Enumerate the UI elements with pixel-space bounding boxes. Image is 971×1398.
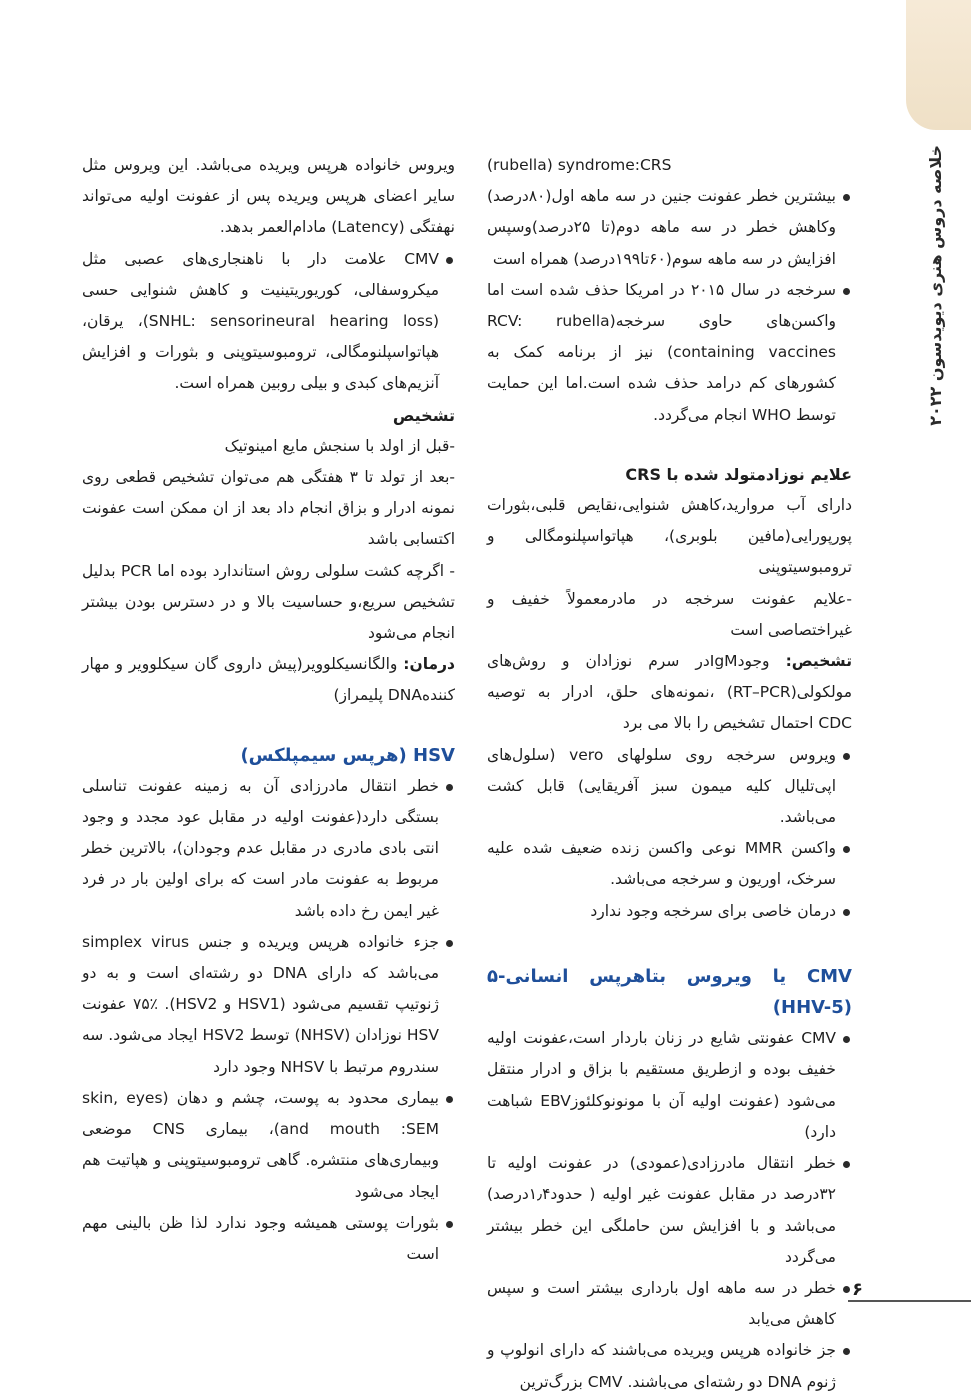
diagnosis-line: -بعد از تولد تا ۳ هفتگی هم می‌توان تشخیص قطعی روی نمونه ادرار و بزاق انجام داد بعد از ان ممکن است عفونت اکتسابی باشد: [82, 468, 455, 549]
signs-paragraph-2: -علایم عفونت سرخجه در مادرمعمولاً خفیف و غیراختصاصی است: [487, 589, 852, 639]
diagnosis-line: - اگرچه کشت سلولی روش استاندارد بوده اما PCR بدلیل تشخیص سریع،و حساسیت بالا و در دسترس بودن بیشتر انجام می‌شود: [82, 561, 455, 643]
list-item: سرخجه در سال ۲۰۱۵ در امریکا حذف شده است اما واکسن‌های حاوی سرخجه(RCV: rubella containing vaccines) نیز از برنامه کمک به کشورهای کم درامد حذف شده است.اما این حمایت توسط WHO انجام می‌گردد.: [487, 275, 852, 431]
list-item: خطر انتقال مادرزادی(عمودی) در عفونت اولیه تا ۳۲درصد در مقابل عفونت غیر اولیه ( حدود۱٫۴درصد) می‌باشد و با افزایش سن حاملگی این خطر بیشتر می‌گردد: [487, 1148, 852, 1273]
hsv-bullet-list: [82, 771, 455, 1270]
footer-rule: [848, 1300, 971, 1302]
treatment-text: والگانسیکلوویر(پیش داروی گان سیکلوویر و مهار کنندهDNA پلیمراز): [82, 655, 455, 705]
page-number: ۶: [852, 1279, 863, 1300]
list-item: واکسن MMR نوعی واکسن زنده ضعیف شده علیه سرخک، اوریون و سرخجه می‌باشد.: [487, 833, 852, 895]
list-item: خطر انتقال مادرزادی آن به زمینه عفونت تناسلی بستگی دارد(عفونت اولیه در مقابل عود مجدد و وجود انتی بادی مادری در مقابل عدم وجودان)، بالاترین خطر مربوط به عفونت مادر است که برای اولین بار در فرد غیر ایمن رخ داده باشد: [82, 771, 455, 927]
list-item: جز خانواده هرپس ویریده می‌باشند که دارای انولوپ و ژنوم DNA دو رشته‌ای می‌باشند. CMV بزرگ‌ترین: [487, 1335, 852, 1397]
list-item: ویروس سرخجه روی سلولهای vero (سلول‌های اپی‌تلیال کلیه میمون سبز آفریقایی) قابل کشت می‌باشد.: [487, 740, 852, 834]
section-heading-hsv: HSV (هرپس سیمپلکس): [240, 744, 455, 766]
diagnosis-paragraph: [487, 646, 852, 740]
corner-decoration: [906, 0, 971, 130]
treatment-label: درمان:: [403, 655, 455, 674]
list-item: بیشترین خطر عفونت جنین در سه ماهه اول(۸۰درصد) وکاهش خطر در سه ماهه دوم(تا ۲۵درصد)وسپس افزایش در سه ماهه سوم(۶۰تا۱۹۹درصد) همراه است: [487, 181, 852, 275]
cmv-continuation: ویروس خانواده هرپس ویریده می‌باشد. این ویروس مثل سایر اعضای هرپس ویریده پس از عفونت اولیه می‌تواند نهفتگی (Latency) مادام‌العمر بدهد.: [82, 156, 455, 237]
running-header: [880, 144, 971, 426]
crs-bullet-list: [487, 181, 852, 431]
list-item: CMV عفونتی شایع در زنان باردار است،عفونت اولیه خفیف بوده و ازطریق مستقیم با بزاق و ادرار منتقل می‌شود (عفونت اولیه آن با مونونوکلئوزEBV شباهت دارد): [487, 1023, 852, 1148]
cmv-bullet-list: [487, 1023, 852, 1397]
list-item: بثورات پوستی همیشه وجود ندارد لذا ظن بالینی مهم است: [82, 1208, 455, 1270]
list-item: بیماری محدود به پوست، چشم و دهان (skin, eyes and mouth :SEM)، بیماری CNS موضعی وبیماری‌های منتشره. گاهی ترومبوسیتوپنی و هپاتیت هم ایجاد می‌شود: [82, 1083, 455, 1208]
list-item: CMV علامت دار با ناهنجاری‌های عصبی مثل میکروسفالی، کوریوریتینیت و کاهش شنوایی حسی (SNHL: sensorineural hearing loss)، یرقان، هپاتواسپلنومگالی، ترومبوسیتوپنی و بثورات و افزایش آنزیم‌های کبدی و بیلی روبین همراه است.: [82, 244, 455, 400]
section-heading-crs-signs: علایم نوزادمتولد شده با CRS: [625, 464, 852, 484]
running-header-title: خلاصه دروس هنری دیویدسون ۲۰۲۲: [925, 144, 945, 426]
right-column: [487, 150, 852, 1398]
diagnosis-label: تشخیص:: [785, 652, 853, 671]
signs-paragraph: دارای آب مروارید،کاهش شنوایی،نقایص قلبی،بثورات پورپورایی(مافین بلوبری)، هپاتواسپلنومگالی و ترومبوسیتوپنی: [487, 496, 852, 577]
left-column: [82, 150, 455, 1270]
rubella-bullet-list: [487, 740, 852, 927]
section-heading-diagnosis: تشخیص: [392, 405, 455, 425]
diagnosis-text: وجودIgMدر سرم نوزادان و روش‌های مولکولی(RT–PCR) ،نمونه‌های حلق، ادرار به توصیه CDC احتمال تشخیص را بالا می برد: [487, 652, 852, 733]
list-item: خطر در سه ماهه اول بارداری بیشتر است و سپس کاهش می‌یابد: [487, 1273, 852, 1335]
crs-intro: (rubella) syndrome:CRS: [487, 156, 672, 174]
cmv-symptoms-list: [82, 244, 455, 400]
diagnosis-line: -قبل از اولد با سنجش مایع امینوتیک: [224, 436, 455, 455]
list-item: درمان خاصی برای سرخجه وجود ندارد: [487, 896, 852, 927]
treatment-paragraph: [82, 649, 455, 711]
section-heading-cmv: CMV یا ویروس بتاهرپس انسانی-۵ (HHV-5): [487, 965, 852, 1019]
list-item: جزء خانواده هرپس ویریده و جنس simplex virus می‌باشد که دارای DNA دو رشته‌ای است و به دو ژنوتیپ تقسیم می‌شود (HSV1 و HSV2). ۷۵٪ عفونت HSV نوزادان (NHSV) توسط HSV2 ایجاد می‌شود. سه سندروم مرتبط با NHSV وجود دارد: [82, 927, 455, 1083]
